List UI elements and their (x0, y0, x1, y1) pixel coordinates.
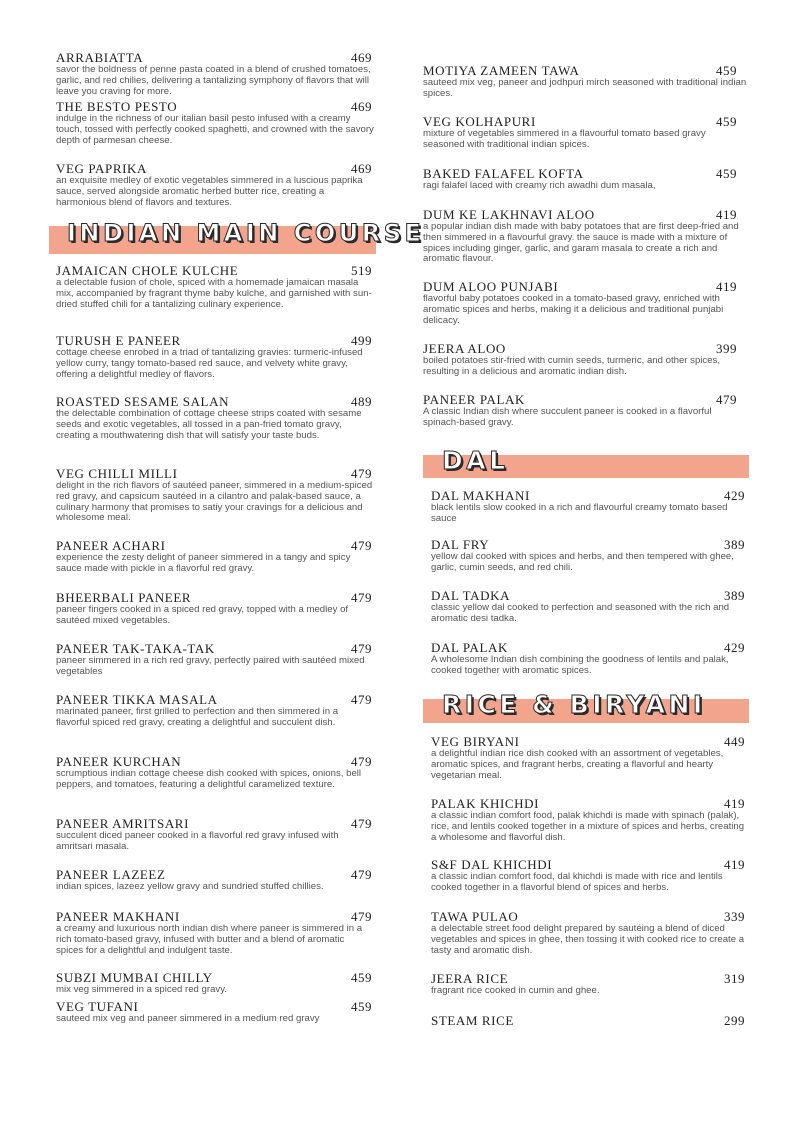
section-banner-indian-main-course (49, 219, 425, 254)
item-name: DAL PALAK (431, 640, 509, 655)
item-price: 499 (351, 333, 372, 348)
item-description: succulent diced paneer cooked in a flavorful red gravy infused with amritsari masala. (56, 830, 339, 852)
item-name: BHEERBALI PANEER (56, 590, 192, 605)
item-description: savor the boldness of penne pasta coated in a blend of crushed tomatoes, garlic, and red chilies, delivering a tantalizing symphony of flavors that will leave you craving for more. (56, 64, 371, 97)
section-title: DAL (442, 446, 509, 475)
item-price: 429 (724, 488, 745, 503)
item-description: mixture of vegetables simmered in a flavourful tomato based gravy seasoned with traditional indian spices. (423, 128, 706, 150)
item-description: a delectable street food delight prepared by sautéing a blend of diced vegetables and spices in ghee, then tossing it with cooked rice to create a tasty and aromatic dish. (431, 923, 745, 956)
item-description: paneer fingers cooked in a spiced red gravy, topped with a medley of sautéed mixed vegetables. (56, 604, 349, 626)
item-name: VEG TUFANI (56, 999, 139, 1014)
item-name: JEERA RICE (431, 971, 509, 986)
item-description: a delectable fusion of chole, spiced with a homemade jamaican masala mix, accompanied by fragrant thyme baby kulche, and garnished with sun-dried stuffed chili for a tantalizing culinary experience. (56, 277, 372, 310)
section-banner-rice-biryani (423, 690, 749, 723)
section-title: RICE & BIRYANI (442, 690, 706, 719)
item-name: PANEER PALAK (423, 392, 525, 407)
item-price: 489 (351, 394, 372, 409)
item-description: sauteed mix veg and paneer simmered in a medium red gravy (56, 1013, 320, 1024)
item-description: indulge in the richness of our italian basil pesto infused with a creamy touch, tossed with perfectly cooked spaghetti, and crowned with the savory depth of parmesan cheese. (56, 113, 374, 146)
item-price: 419 (724, 857, 745, 872)
item-description: flavorful baby potatoes cooked in a tomato-based gravy, enriched with aromatic spices and herbs, making it a delicious and traditional punjabi delicacy. (423, 293, 724, 326)
item-price: 389 (724, 588, 745, 603)
item-name: VEG CHILLI MILLI (56, 466, 178, 481)
item-name: STEAM RICE (431, 1013, 514, 1028)
item-price: 419 (716, 207, 737, 222)
item-name: MOTIYA ZAMEEN TAWA (423, 63, 580, 78)
item-name: TURUSH E PANEER (56, 333, 181, 348)
item-name: PALAK KHICHDI (431, 796, 540, 811)
item-description: classic yellow dal cooked to perfection and seasoned with the rich and aromatic desi tadka. (431, 602, 730, 624)
item-price: 519 (351, 263, 372, 278)
item-name: PANEER TAK-TAKA-TAK (56, 641, 215, 656)
item-name: JAMAICAN CHOLE KULCHE (56, 263, 239, 278)
item-name: VEG KOLHAPURI (423, 114, 536, 129)
item-name: PANEER TIKKA MASALA (56, 692, 218, 707)
item-description: delight in the rich flavors of sautéed paneer, simmered in a medium-spiced red gravy, and capsicum sautéed in a cilantro and palak-based sauce, a culinary harmony that promises to satiy your cravings for a delicious and wholesome meal. (56, 480, 373, 524)
item-name: DAL FRY (431, 537, 490, 552)
item-name: VEG BIRYANI (431, 734, 520, 749)
item-name: JEERA ALOO (423, 341, 506, 356)
item-description: scrumptious indian cottage cheese dish cooked with spices, onions, bell peppers, and tomatoes, featuring a delightful caramelized texture. (56, 768, 362, 790)
item-name: SUBZI MUMBAI CHILLY (56, 970, 213, 985)
item-name: PANEER ACHARI (56, 538, 166, 553)
item-description: a creamy and luxurious north indian dish where paneer is simmered in a rich tomato-based gravy, infused with butter and a blend of aromatic spices for a delightful and indulgent taste. (56, 923, 363, 956)
item-price: 459 (716, 114, 737, 129)
item-price: 479 (351, 590, 372, 605)
item-price: 479 (716, 392, 737, 407)
item-price: 469 (351, 161, 372, 176)
item-price: 469 (351, 99, 372, 114)
item-description: a popular indian dish made with baby potatoes that are first deep-fried and then simmered in a flavourful gravy. the sauce is made with a mixture of spices including ginger, garlic, and garam masala to create a rich and aromatic flavour. (423, 221, 739, 265)
item-price: 479 (351, 867, 372, 882)
item-price: 469 (351, 50, 372, 65)
item-description: A wholesome Indian dish combining the goodness of lentils and palak, cooked together with aromatic spices. (431, 654, 729, 676)
item-name: PANEER AMRITSARI (56, 816, 190, 831)
item-price: 449 (724, 734, 745, 749)
item-description: boiled potatoes stir-fried with cumin seeds, turmeric, and other spices, resulting in a delicious and aromatic indian dish. (423, 355, 721, 377)
item-description: paneer simmered in a rich red gravy, perfectly paired with sautéed mixed vegetables (56, 655, 365, 677)
item-price: 459 (716, 63, 737, 78)
item-price: 419 (724, 796, 745, 811)
item-description: cottage cheese enrobed in a triad of tantalizing gravies: turmeric-infused yellow curry, tangy tomato-based red sauce, and velvety white gravy, offering a delightful medley of flavors. (56, 347, 363, 380)
item-name: DUM ALOO PUNJABI (423, 279, 559, 294)
item-price: 399 (716, 341, 737, 356)
item-description: fragrant rice cooked in cumin and ghee. (431, 985, 600, 996)
item-price: 479 (351, 641, 372, 656)
item-price: 479 (351, 754, 372, 769)
item-price: 459 (351, 999, 372, 1014)
section-title: INDIAN MAIN COURSE (67, 219, 425, 247)
item-name: PANEER KURCHAN (56, 754, 182, 769)
item-name: VEG PAPRIKA (56, 161, 147, 176)
item-description: yellow dal cooked with spices and herbs, and then tempered with ghee, garlic, cumin seeds, and red chili. (431, 551, 734, 573)
item-description: marinated paneer, first grilled to perfection and then simmered in a flavorful spiced red gravy, creating a delightful and succulent dish. (56, 706, 339, 728)
item-price: 479 (351, 538, 372, 553)
item-name: PANEER LAZEEZ (56, 867, 166, 882)
item-name: DUM KE LAKHNAVI ALOO (423, 207, 595, 222)
item-description: ragi falafel laced with creamy rich awadhi dum masala, (423, 180, 656, 191)
item-price: 479 (351, 816, 372, 831)
item-name: DAL TADKA (431, 588, 511, 603)
item-description: a classic indian comfort food, dal khichdi is made with rice and lentils cooked together in a flavorful blend of spices and herbs. (431, 871, 723, 893)
item-name: PANEER MAKHANI (56, 909, 180, 924)
item-price: 459 (716, 166, 737, 181)
item-description: mix veg simmered in a spiced red gravy. (56, 984, 227, 995)
item-price: 459 (351, 970, 372, 985)
item-name: THE BESTO PESTO (56, 99, 178, 114)
item-name: TAWA PULAO (431, 909, 519, 924)
item-price: 419 (716, 279, 737, 294)
section-banner-dal (423, 446, 749, 478)
item-price: 389 (724, 537, 745, 552)
item-description: A classic Indian dish where succulent paneer is cooked in a flavorful spinach-based gravy. (423, 406, 712, 428)
item-description: black lentils slow cooked in a rich and flavourful creamy tomato based sauce (431, 502, 728, 524)
item-price: 429 (724, 640, 745, 655)
item-price: 339 (724, 909, 745, 924)
item-description: experience the zesty delight of paneer simmered in a tangy and spicy sauce made with pickle in a flavorful red gravy. (56, 552, 351, 574)
item-description: indian spices, lazeez yellow gravy and sundried stuffed chillies. (56, 881, 324, 892)
item-name: ARRABIATTA (56, 50, 144, 65)
item-price: 479 (351, 909, 372, 924)
item-description: the delectable combination of cottage cheese strips coated with sesame seeds and exotic vegetables, all tossed in a pan-fried tomato gravy, creating a mouthwatering dish that will satisfy your taste buds. (56, 408, 362, 441)
item-description: an exquisite medley of exotic vegetables simmered in a luscious paprika sauce, served alongside aromatic herbed butter rice, creating a harmonious blend of flavors and textures. (56, 175, 363, 208)
item-name: DAL MAKHANI (431, 488, 530, 503)
item-description: sauteed mix veg, paneer and jodhpuri mirch seasoned with traditional indian spices. (423, 77, 747, 99)
item-name: ROASTED SESAME SALAN (56, 394, 230, 409)
item-price: 299 (724, 1013, 745, 1028)
item-description: a classic indian comfort food, palak khichdi is made with spinach (palak), rice, and lentils cooked together in a mixture of spices and herbs, creating a wholesome and flavorful dish. (431, 810, 745, 843)
item-description: a delightful indian rice dish cooked with an assortment of vegetables, aromatic spices, and fragrant herbs, creating a flavorful and hearty vegetarian meal. (431, 748, 724, 781)
item-price: 479 (351, 466, 372, 481)
item-price: 479 (351, 692, 372, 707)
item-name: S&F DAL KHICHDI (431, 857, 553, 872)
item-name: BAKED FALAFEL KOFTA (423, 166, 584, 181)
item-price: 319 (724, 971, 745, 986)
